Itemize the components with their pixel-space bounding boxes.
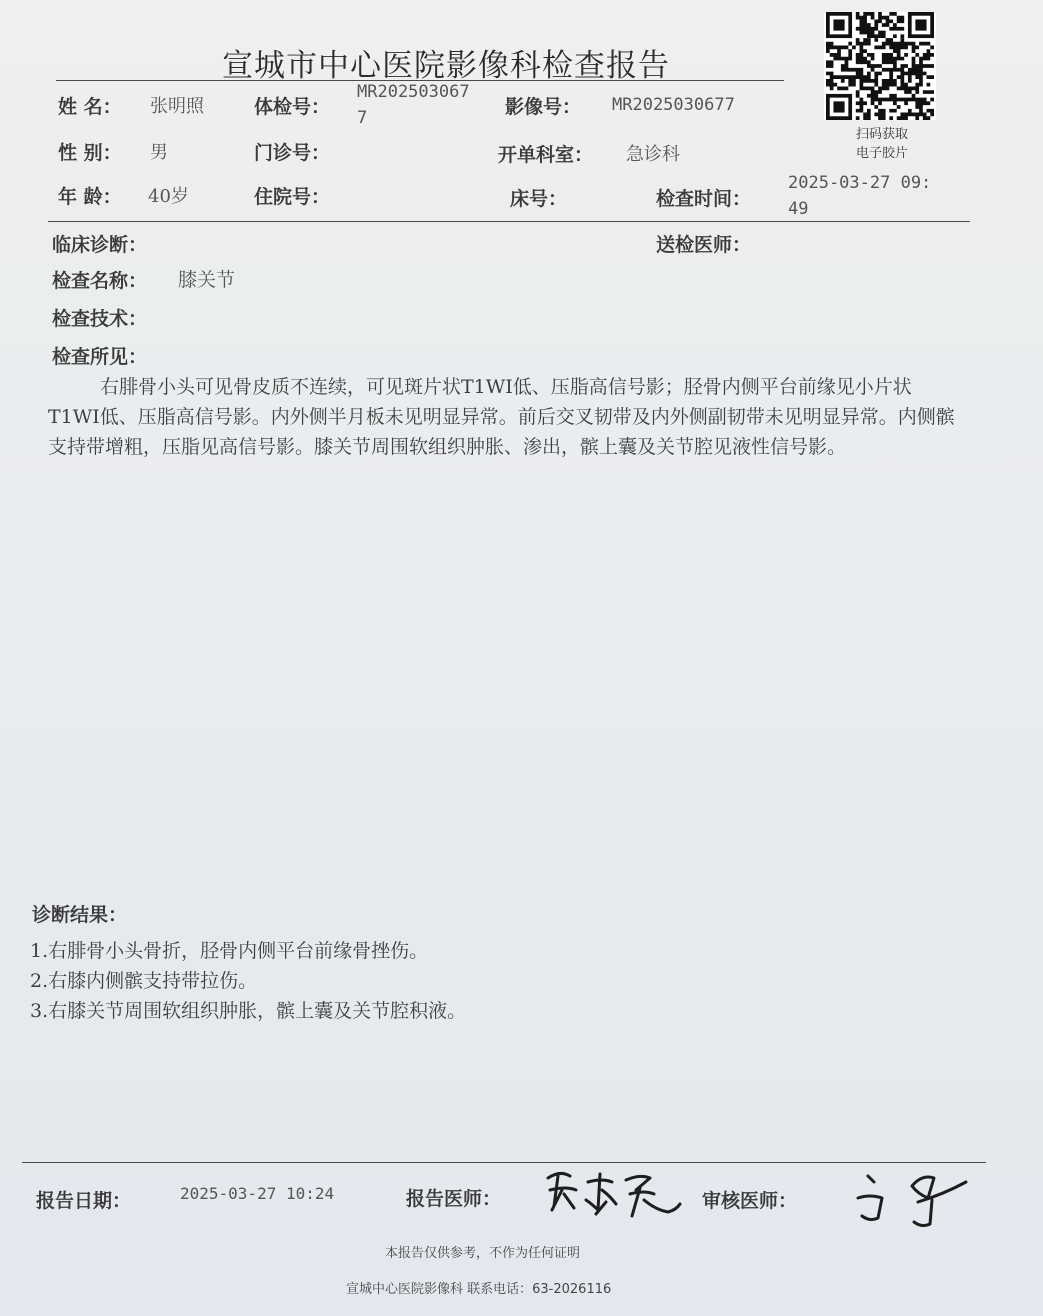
patient-sex: 男 [150,142,168,163]
reviewing-doctor-label: 审核医师： [702,1190,798,1212]
bed-label: 床号： [510,188,568,210]
contact-info: 宣城中心医院影像科 联系电话：63-2026116 [346,1282,612,1297]
header-divider [48,221,970,222]
exam-no-line2: 7 [357,108,368,128]
reporting-doctor-label: 报告医师： [406,1188,502,1210]
title-underline [56,80,784,81]
referring-doctor-label: 送检医师： [656,234,752,256]
exam-time-line2: 49 [788,199,809,219]
report-date: 2025-03-27 10:24 [180,1184,335,1203]
age-label: 年 龄： [58,186,122,208]
exam-no-label: 体检号： [254,96,331,118]
findings-text: 右腓骨小头可见骨皮质不连续，可见斑片状T1WI低、压脂高信号影；胫骨内侧平台前缘见小片状T1WI低、压脂高信号影。内外侧半月板未见明显异常。前后交叉韧带及内外侧副韧带未见明显异常。内侧髌支持带增粗，压脂见高信号影。膝关节周围软组织肿胀、渗出，髌上囊及关节腔见液性信号影。 [48,376,955,458]
exam-no-line1: MR202503067 [357,82,470,102]
exam-time-line1: 2025-03-27 09: [788,173,932,193]
diagnosis-item-2: 2.右膝内侧髌支持带拉伤。 [30,970,258,992]
name-label: 姓 名： [58,96,122,118]
technique-label: 检查技术： [52,308,148,330]
clinic-no-label: 门诊号： [254,142,331,164]
clinical-diagnosis-label: 临床诊断： [52,234,148,256]
exam-name-label: 检查名称： [52,270,148,292]
patient-age: 40岁 [148,186,189,207]
report-title: 宣城市中心医院影像科检查报告 [222,48,670,84]
image-no-label: 影像号： [505,96,582,118]
report-date-label: 报告日期： [36,1190,132,1212]
dept-label: 开单科室： [498,144,594,166]
reporting-doctor-signature [540,1160,690,1230]
exam-time-label: 检查时间： [656,188,752,210]
image-no: MR2025030677 [612,95,735,115]
inpatient-no-label: 住院号： [254,186,331,208]
diagnosis-label: 诊断结果： [32,904,128,926]
qr-caption-line2: 电子胶片 [855,146,908,161]
findings-label: 检查所见： [52,346,148,368]
qr-code[interactable] [824,12,936,120]
footer-divider [22,1162,986,1163]
disclaimer: 本报告仅供参考，不作为任何证明 [385,1246,581,1261]
patient-name: 张明照 [150,96,204,117]
qr-code-image [824,12,936,120]
diagnosis-item-3: 3.右膝关节周围软组织肿胀，髌上囊及关节腔积液。 [30,1000,467,1022]
ordering-dept: 急诊科 [626,144,680,165]
sex-label: 性 别： [58,142,122,164]
diagnosis-item-1: 1.右腓骨小头骨折，胫骨内侧平台前缘骨挫伤。 [30,940,429,962]
exam-name: 膝关节 [178,269,236,291]
qr-caption-line1: 扫码获取 [855,127,908,142]
reviewing-doctor-signature [848,1164,983,1234]
